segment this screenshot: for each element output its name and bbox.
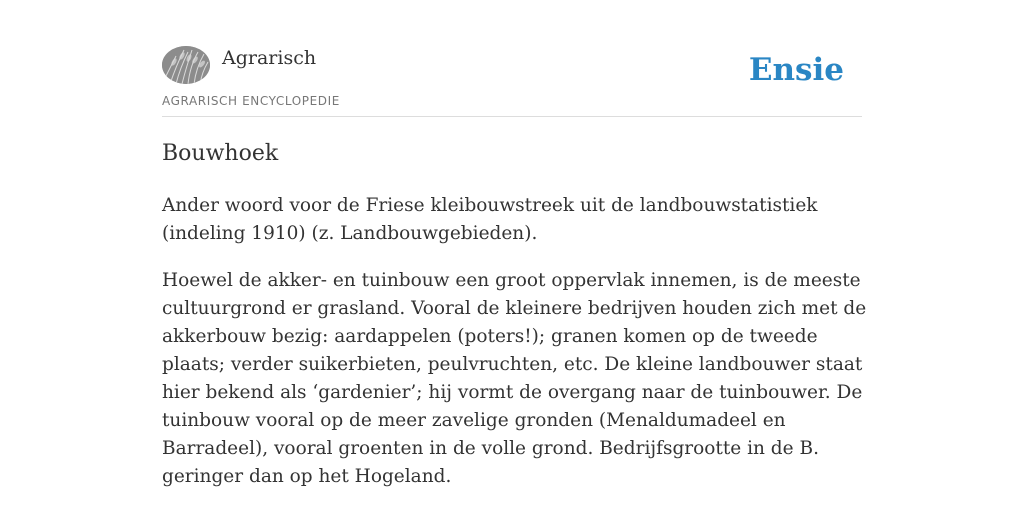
page-title: Bouwhoek <box>162 141 279 166</box>
article-body <box>162 192 872 510</box>
paragraph-2: Hoewel de akker- en tuinbouw een groot oppervlak innemen, is de meeste cultuurgrond er grasland. Vooral de kleinere bedrijven houden zich met de akkerbouw bezig: aardappelen (poters!); granen komen op de tweede plaats; verder suikerbieten, peulvruchten, etc. De kleine landbouwer staat hier bekend als ‘gardenier’; hij vormt de overgang naar de tuinbouwer. De tuinbouw vooral op de meer zavelige gronden (Menaldumadeel en Barradeel), vooral groenten in de volle grond. Bedrijfsgrootte in de B. geringer dan op het Hogeland. <box>162 270 867 487</box>
paragraph-1-text-after: ). <box>524 223 538 244</box>
header <box>162 46 862 117</box>
wheat-icon <box>162 46 210 84</box>
paragraph-1 <box>162 192 872 248</box>
brand-logo-link[interactable]: Ensie <box>748 52 844 88</box>
landbouwgebieden-link[interactable]: Landbouwgebieden <box>340 223 525 244</box>
source-avatar[interactable] <box>162 46 210 84</box>
source-name-link[interactable]: Agrarisch <box>222 47 317 69</box>
paragraph-1-text-before: Ander woord voor de Friese kleibouwstreek uit de landbouwstatistiek (indeling 1910) (z. <box>162 195 818 244</box>
source-subtitle: AGRARISCH ENCYCLOPEDIE <box>162 94 340 108</box>
